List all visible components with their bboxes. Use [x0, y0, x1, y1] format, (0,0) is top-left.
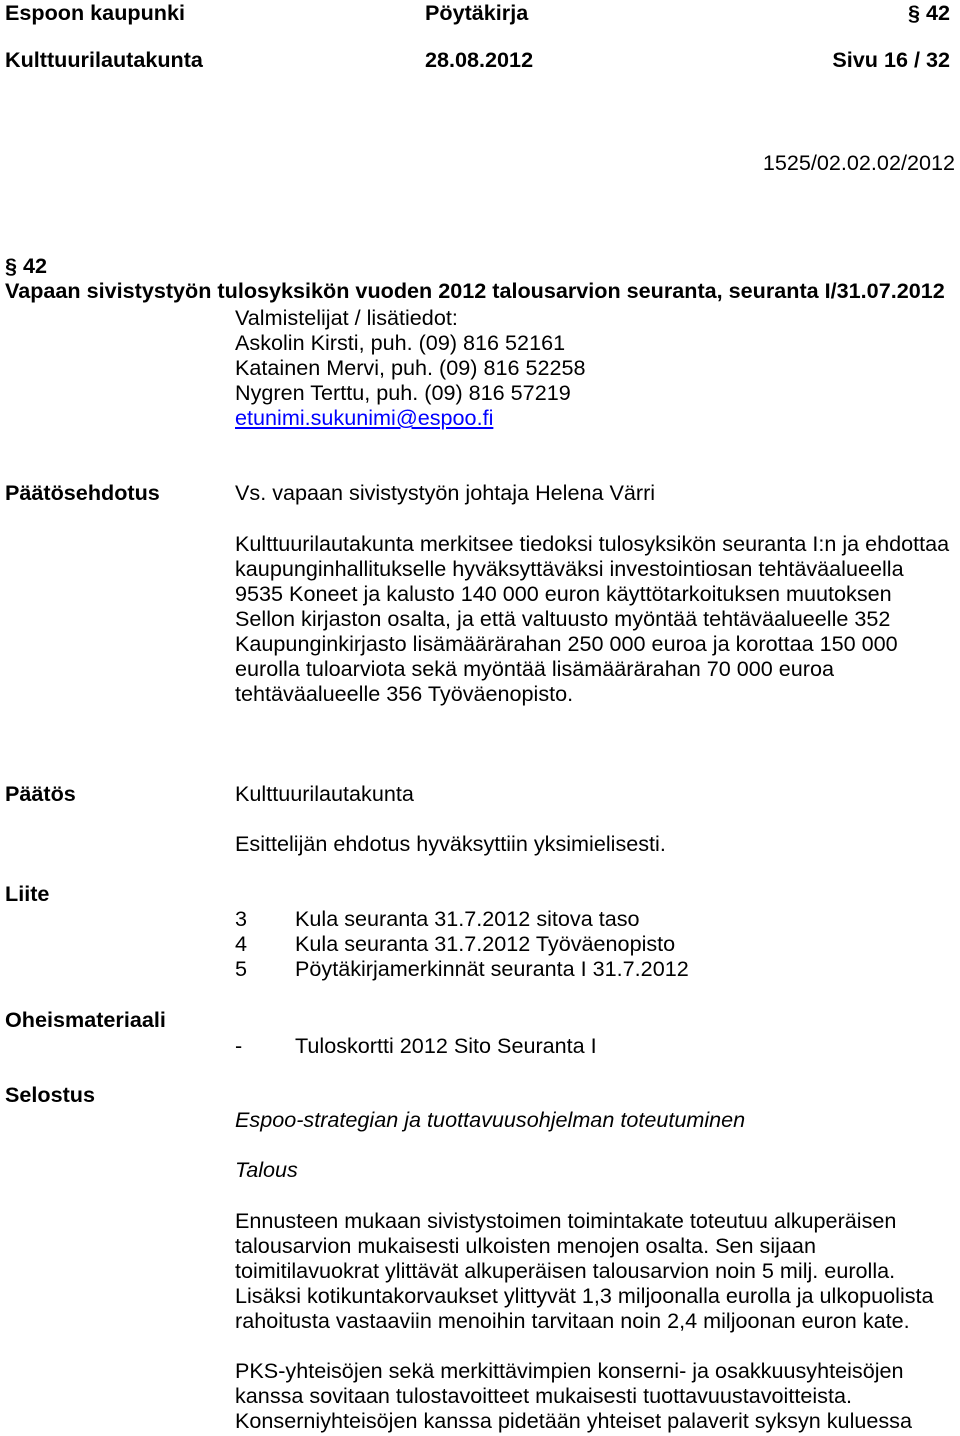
- paragraph-line: kaupunginhallitukselle hyväksyttäväksi investointiosan tehtäväalueella: [235, 556, 904, 581]
- explanation-paragraph: [235, 1208, 934, 1333]
- supplementary-text: Tuloskortti 2012 Sito Seuranta I: [295, 1033, 597, 1058]
- attachment-number: 4: [235, 931, 248, 956]
- paragraph-line: Kaupunginkirjasto lisämäärärahan 250 000 euroa ja korottaa 150 000: [235, 631, 898, 656]
- attachment-text: Kula seuranta 31.7.2012 sitova taso: [295, 906, 640, 931]
- preparers-heading: Valmistelijat / lisätiedot:: [235, 305, 458, 330]
- paragraph-line: PKS-yhteisöjen sekä merkittävimpien konserni- ja osakkuusyhteisöjen: [235, 1358, 904, 1383]
- attachments-label: Liite: [5, 881, 50, 906]
- explanation-paragraph: [235, 1358, 912, 1433]
- paragraph-line: Konserniyhteisöjen kanssa pidetään yhteiset palaverit syksyn kuluessa: [235, 1408, 912, 1433]
- proposal-label: Päätösehdotus: [5, 480, 160, 505]
- paragraph-line: 9535 Koneet ja kalusto 140 000 euron käyttötarkoituksen muutoksen: [235, 581, 892, 606]
- attachment-number: 3: [235, 906, 248, 931]
- paragraph-line: Ennusteen mukaan sivistystoimen toimintakate toteutuu alkuperäisen: [235, 1208, 897, 1233]
- header-organization: Espoon kaupunki: [5, 0, 185, 25]
- paragraph-line: Kulttuurilautakunta merkitsee tiedoksi tulosyksikön seuranta I:n ja ehdottaa: [235, 531, 950, 556]
- supplementary-list: [235, 1033, 597, 1058]
- paragraph-line: toimitilavuokrat ylittävät alkuperäisen talousarvion noin 5 milj. eurolla.: [235, 1258, 896, 1283]
- decision-text: Esittelijän ehdotus hyväksyttiin yksimielisesti.: [235, 831, 666, 856]
- supplementary-label: Oheismateriaali: [5, 1007, 166, 1032]
- paragraph-line: kanssa sovitaan tulostavoitteet mukaisesti tuottavuustavoitteista.: [235, 1383, 852, 1408]
- preparer-contact: Katainen Mervi, puh. (09) 816 52258: [235, 355, 586, 380]
- proposal-paragraph: [235, 531, 949, 706]
- attachments-list: [235, 906, 689, 981]
- paragraph-line: talousarvion mukaisesti ulkoisten menojen osalta. Sen sijaan: [235, 1233, 816, 1258]
- attachment-number: 5: [235, 956, 248, 981]
- explanation-label: Selostus: [5, 1082, 96, 1107]
- paragraph-line: rahoitusta vastaaviin menoihin tarvitaan noin 2,4 miljoonan euron kate.: [235, 1308, 910, 1333]
- attachment-item: [235, 931, 689, 956]
- attachment-text: Pöytäkirjamerkinnät seuranta I 31.7.2012: [295, 956, 689, 981]
- paragraph-line: eurolla tuloarviota sekä myöntää lisämäärärahan 70 000 euroa: [235, 656, 834, 681]
- attachment-text: Kula seuranta 31.7.2012 Työväenopisto: [295, 931, 676, 956]
- supplementary-item: [235, 1033, 597, 1058]
- proposal-presenter: Vs. vapaan sivistystyön johtaja Helena Värri: [235, 480, 656, 505]
- preparer-contact: Nygren Terttu, puh. (09) 816 57219: [235, 380, 571, 405]
- header-page-number: Sivu 16 / 32: [832, 47, 950, 72]
- attachment-item: [235, 906, 689, 931]
- decision-body: Kulttuurilautakunta: [235, 781, 414, 806]
- header-section-number: § 42: [907, 0, 950, 25]
- header-document-type: Pöytäkirja: [425, 0, 529, 25]
- explanation-section-heading: Talous: [235, 1157, 298, 1182]
- email-line: [235, 405, 586, 430]
- attachment-item: [235, 956, 689, 981]
- header-date: 28.08.2012: [425, 47, 534, 72]
- paragraph-line: Sellon kirjaston osalta, ja että valtuusto myöntää tehtäväalueelle 352: [235, 606, 891, 631]
- item-title: Vapaan sivistystyön tulosyksikön vuoden 2012 talousarvion seuranta, seuranta I/31.07.2012: [5, 278, 945, 303]
- item-section-number: § 42: [5, 253, 48, 278]
- decision-label: Päätös: [5, 781, 76, 806]
- email-link[interactable]: etunimi.sukunimi@espoo.fi: [235, 405, 494, 430]
- supplementary-marker: -: [235, 1033, 243, 1058]
- paragraph-line: tehtäväalueelle 356 Työväenopisto.: [235, 681, 574, 706]
- preparer-contact: Askolin Kirsti, puh. (09) 816 52161: [235, 330, 566, 355]
- paragraph-line: Lisäksi kotikuntakorvaukset ylittyvät 1,3 miljoonalla eurolla ja ulkopuolista: [235, 1283, 934, 1308]
- header-committee: Kulttuurilautakunta: [5, 47, 203, 72]
- explanation-subheading: Espoo-strategian ja tuottavuusohjelman toteutuminen: [235, 1107, 746, 1132]
- diary-number: 1525/02.02.02/2012: [762, 150, 955, 175]
- preparers-block: [235, 305, 586, 430]
